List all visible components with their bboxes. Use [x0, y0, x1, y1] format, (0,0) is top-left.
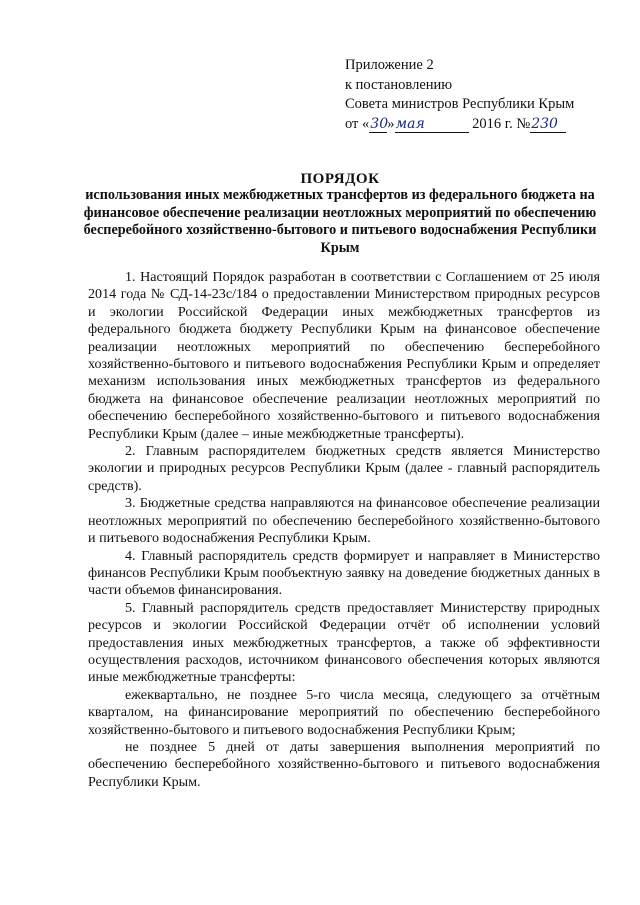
- paragraph-5-item-1: ежеквартально, не позднее 5-го числа месяца, следующего за отчётным кварталом, на финансирование мероприятий по обеспечению бесперебойного хозяйственно-бытового и питьевого водоснабжения Республики Крым;: [88, 686, 600, 738]
- paragraph-3: 3. Бюджетные средства направляются на финансовое обеспечение реализации неотложных мероприятий по обеспечению бесперебойного хозяйственно-бытового и питьевого водоснабжения Республики Крым.: [88, 495, 600, 547]
- paragraph-5-item-2: не позднее 5 дней от даты завершения выполнения мероприятий по обеспечению бесперебойного хозяйственно-бытового и питьевого водоснабжения Республики Крым.: [88, 738, 600, 790]
- paragraph-5: 5. Главный распорядитель средств предоставляет Министерству природных ресурсов и экологии Российской Федерации отчёт об исполнении условий предоставления иных межбюджетных трансфертов, а также об эффективности осуществления расходов, источником финансового обеспечения которых являются иные межбюджетные трансферты:: [88, 599, 600, 686]
- annex-date-line: [345, 115, 615, 135]
- annex-reference: к постановлению: [345, 76, 453, 93]
- date-prefix: от «: [345, 115, 370, 132]
- paragraph-1: 1. Настоящий Порядок разработан в соответствии с Соглашением от 25 июля 2014 года № СД-14-23с/184 о предоставлении Министерством природных ресурсов и экологии Российской Федерации иных межбюджетных трансфертов из федерального бюджета бюджету Республики Крым на финансовое обеспечение реализации неотложных мероприятий по обеспечению бесперебойного хозяйственно-бытового и питьевого водоснабжения Республики Крым и определяет механизм использования иных межбюджетных трансфертов из федерального бюджета на финансовое обеспечение реализации неотложных мероприятий по обеспечению бесперебойного хозяйственно-бытового и питьевого водоснабжения Республики Крым (далее – иные межбюджетные трансферты).: [88, 269, 600, 442]
- document-subtitle: использования иных межбюджетных трансфертов из федерального бюджета на финансовое обеспечение реализации неотложных мероприятий по обеспечению бесперебойного хозяйственно-бытового и питьевого водоснабжения Республики Крым: [83, 187, 597, 256]
- handwritten-number: 230: [530, 117, 566, 133]
- handwritten-month: мая: [395, 117, 469, 133]
- annex-authority: Совета министров Республики Крым: [345, 96, 575, 112]
- document-body: [88, 269, 600, 791]
- annex-block: [345, 56, 615, 134]
- date-year: 2016 г. №: [472, 115, 531, 132]
- handwritten-day: 30: [370, 115, 389, 132]
- paragraph-4: 4. Главный распорядитель средств формирует и направляет в Министерство финансов Республики Крым пообъектную заявку на доведение бюджетных данных в части объемов финансирования.: [88, 547, 600, 599]
- document-title: ПОРЯДОК: [300, 171, 380, 187]
- date-mid: »: [387, 115, 395, 132]
- paragraph-2: 2. Главным распорядителем бюджетных средств является Министерство экологии и природных ресурсов Республики Крым (далее - главный распорядитель средств).: [88, 443, 600, 494]
- annex-number: Приложение 2: [345, 57, 434, 73]
